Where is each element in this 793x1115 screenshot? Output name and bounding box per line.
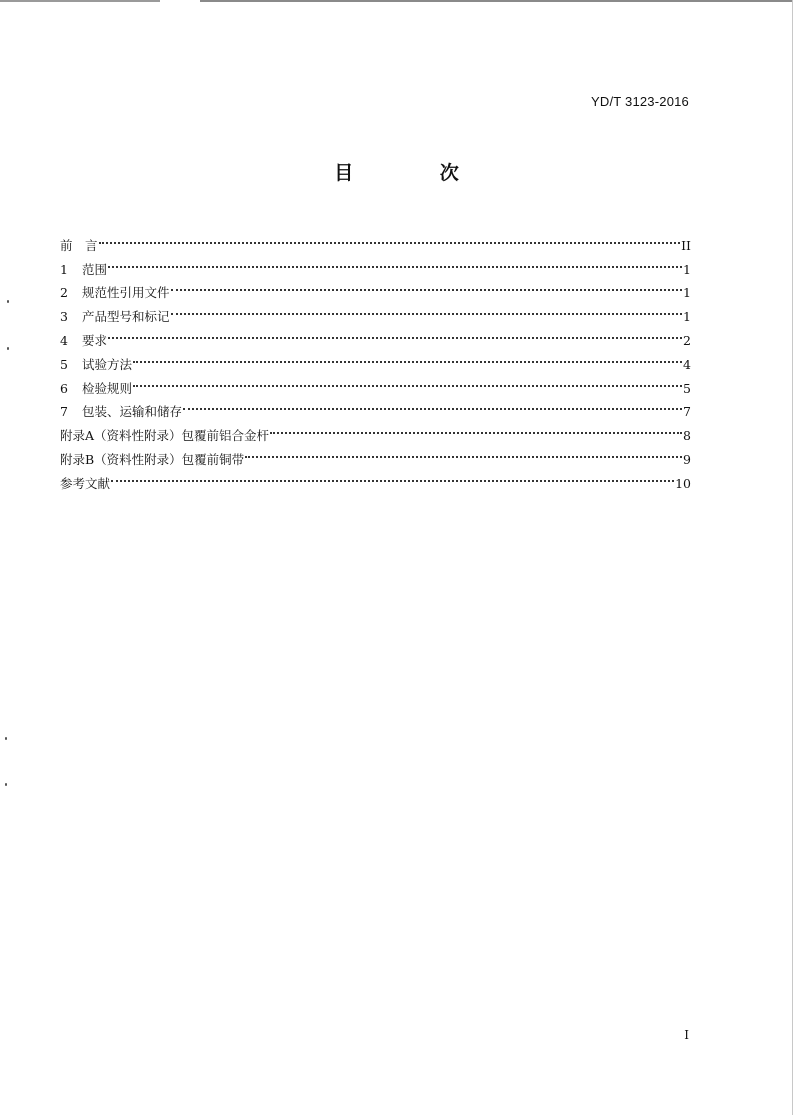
page-number: I [684, 1028, 689, 1042]
toc-entry-title: 范围 [82, 261, 108, 277]
toc-dot-leader [111, 464, 674, 488]
toc-dot-leader [108, 321, 682, 345]
toc-entry-page: 1 [683, 309, 691, 325]
toc-entry-page: 4 [683, 356, 691, 372]
toc-list [60, 226, 691, 491]
toc-entry[interactable] [60, 274, 691, 301]
toc-dot-leader [171, 274, 683, 298]
toc-dot-leader [245, 440, 682, 464]
toc-entry-page: 8 [683, 428, 691, 444]
toc-entry[interactable] [60, 250, 691, 277]
toc-entry-number: 6 [60, 380, 68, 396]
toc-entry-page: 7 [683, 404, 691, 420]
toc-dot-leader [133, 369, 682, 393]
toc-entry-title: 检验规则 [82, 380, 133, 396]
toc-entry-number: 5 [60, 356, 68, 372]
scan-speck [5, 783, 7, 786]
toc-entry-page: 1 [683, 261, 691, 277]
toc-dot-leader [99, 226, 681, 250]
toc-entry-title: 前 言 [60, 237, 98, 253]
toc-dot-leader [183, 393, 682, 417]
toc-entry[interactable] [60, 464, 691, 491]
toc-entry[interactable] [60, 226, 691, 253]
toc-entry-title: 包装、运输和储存 [82, 404, 183, 420]
toc-entry-page: 2 [683, 332, 691, 348]
toc-entry-title: 产品型号和标记 [82, 309, 170, 325]
toc-entry-page: 9 [683, 451, 691, 467]
toc-entry-number: 2 [60, 285, 68, 301]
toc-entry-number: 7 [60, 404, 68, 420]
toc-dot-leader [171, 297, 683, 321]
toc-entry[interactable] [60, 393, 691, 420]
toc-entry-title: 规范性引用文件 [82, 285, 170, 301]
toc-dot-leader [133, 345, 682, 369]
scan-speck [7, 347, 9, 350]
scan-speck [7, 300, 9, 303]
toc-entry-title: 附录B（资料性附录）包覆前铜带 [60, 451, 245, 467]
toc-entry-page: 1 [683, 285, 691, 301]
toc-title: 目 次 [334, 162, 499, 184]
document-code: YD/T 3123-2016 [591, 94, 689, 109]
toc-dot-leader [108, 250, 682, 274]
toc-entry-number: 1 [60, 261, 68, 277]
toc-entry-title: 附录A（资料性附录）包覆前铝合金杆 [60, 428, 270, 444]
toc-entry[interactable] [60, 345, 691, 372]
scan-speck [5, 737, 7, 740]
toc-entry-title: 试验方法 [82, 356, 133, 372]
toc-entry-page: 10 [675, 475, 691, 491]
toc-entry-page: II [681, 237, 691, 253]
scan-top-edge [0, 0, 793, 2]
toc-entry-number: 3 [60, 309, 68, 325]
toc-entry-number: 4 [60, 332, 68, 348]
toc-dot-leader [270, 416, 682, 440]
toc-entry[interactable] [60, 369, 691, 396]
toc-entry-page: 5 [683, 380, 691, 396]
toc-entry[interactable] [60, 321, 691, 348]
toc-entry-title: 要求 [82, 332, 108, 348]
toc-entry-title: 参考文献 [60, 475, 111, 491]
